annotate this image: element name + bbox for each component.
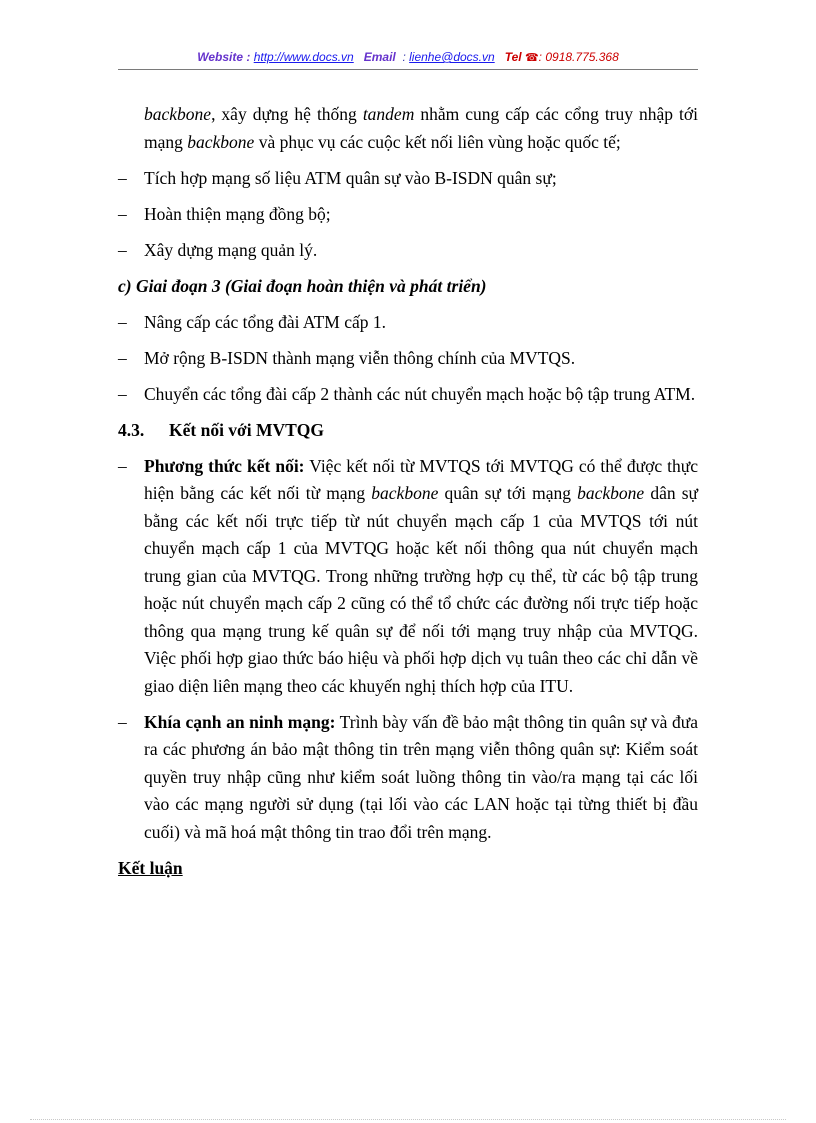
section-number: 4.3. bbox=[118, 419, 145, 440]
page-header bbox=[118, 50, 698, 64]
dash-bullet: – bbox=[118, 311, 127, 332]
method-paragraph bbox=[118, 453, 698, 701]
term-tandem: tandem bbox=[362, 104, 415, 124]
list-item-text: Tích hợp mạng số liệu ATM quân sự vào B-ISDN quân sự; bbox=[144, 167, 557, 188]
subheading-stage3: c) Giai đoạn 3 (Giai đoạn hoàn thiện và phát triển) bbox=[118, 275, 487, 296]
list-item bbox=[118, 381, 698, 409]
section-heading bbox=[118, 417, 698, 445]
email-link[interactable]: lienhe@docs.vn bbox=[409, 50, 495, 64]
dash-bullet: – bbox=[118, 203, 127, 224]
email-separator: : bbox=[402, 50, 406, 64]
text-run: nhằm cung cấp các cổng truy nhập tới mạng bbox=[144, 104, 699, 152]
text-run: , xây dựng hệ thống bbox=[211, 104, 363, 124]
list-item bbox=[118, 345, 698, 373]
dash-bullet: – bbox=[118, 711, 127, 732]
term-backbone: backbone bbox=[577, 483, 645, 503]
tel-separator: : bbox=[538, 50, 543, 64]
list-item-text: Mở rộng B-ISDN thành mạng viễn thông chính của MVTQS. bbox=[144, 347, 576, 368]
text-run: và phục vụ các cuộc kết nối liên vùng hoặc quốc tế; bbox=[254, 131, 621, 152]
list-item bbox=[118, 237, 698, 265]
dash-bullet: – bbox=[118, 455, 127, 476]
term-backbone: backbone bbox=[371, 483, 439, 503]
dash-bullet: – bbox=[118, 239, 127, 260]
website-link[interactable]: http://www.docs.vn bbox=[253, 50, 354, 64]
email-label: Email bbox=[363, 50, 396, 64]
phone-icon: ☎ bbox=[524, 52, 539, 64]
header-divider bbox=[118, 69, 698, 70]
term-backbone: backbone bbox=[144, 104, 212, 124]
list-item bbox=[118, 309, 698, 337]
text-run: quân sự tới mạng bbox=[438, 483, 578, 503]
list-item bbox=[118, 165, 698, 193]
dash-bullet: – bbox=[118, 383, 127, 404]
term-backbone: backbone bbox=[187, 131, 255, 152]
continuation-paragraph bbox=[118, 101, 698, 156]
conclusion-title: Kết luận bbox=[118, 857, 183, 878]
text-run: dân sự bằng các kết nối trực tiếp từ nút chuyển mạch cấp 1 của MVTQS tới nút chuyển mạch cấp 1 của MVTQG hoặc kết nối thông qua nút chuyển mạch trung gian của MVTQG. Trong những trường hợp cụ thể, từ các bộ tập trung hoặc nút chuyển mạch cấp 2 cũng có thể tổ chức các đường nối trực tiếp hoặc thông qua mạng trung kế quân sự để nối tới mạng truy nhập của MVTQG. Việc phối hợp giao thức báo hiệu và phối hợp dịch vụ tuân theo các chỉ dẫn về giao diện liên mạng theo các khuyến nghị thích hợp của ITU. bbox=[144, 483, 699, 696]
dash-bullet: – bbox=[118, 167, 127, 188]
list-item-text: Chuyển các tổng đài cấp 2 thành các nút chuyển mạch hoặc bộ tập trung ATM. bbox=[144, 383, 696, 404]
security-label: Khía cạnh an ninh mạng: bbox=[144, 711, 336, 732]
dash-bullet: – bbox=[118, 347, 127, 368]
list-item-text: Xây dựng mạng quản lý. bbox=[144, 239, 318, 260]
tel-label: Tel bbox=[504, 50, 522, 64]
method-label: Phương thức kết nối: bbox=[144, 455, 305, 476]
document-body bbox=[118, 101, 698, 891]
tel-number: 0918.775.368 bbox=[545, 50, 619, 64]
text-run: Việc kết nối từ MVTQS tới MVTQG có thể được thực hiện bằng các kết nối từ mạng bbox=[144, 455, 698, 503]
section-title: Kết nối với MVTQG bbox=[169, 419, 325, 440]
list-item bbox=[118, 201, 698, 229]
security-paragraph bbox=[118, 709, 698, 847]
list-item-text: Nâng cấp các tổng đài ATM cấp 1. bbox=[144, 311, 387, 332]
text-run: Trình bày vấn đề bảo mật thông tin quân sự và đưa ra các phương án bảo mật thông tin trên mạng viễn thông quân sự: Kiểm soát quyền truy nhập cũng như kiểm soát luồng thông tin vào/ra mạng tại các lối vào các mạng người sử dụng (tại lối vào các LAN hoặc tại từng thiết bị đầu cuối) và mã hoá mật thông tin trao đổi trên mạng. bbox=[144, 711, 698, 842]
conclusion-heading bbox=[118, 855, 698, 883]
website-label: Website : bbox=[197, 50, 251, 64]
list-item-text: Hoàn thiện mạng đồng bộ; bbox=[144, 203, 331, 224]
page-bottom-divider bbox=[30, 1119, 786, 1120]
